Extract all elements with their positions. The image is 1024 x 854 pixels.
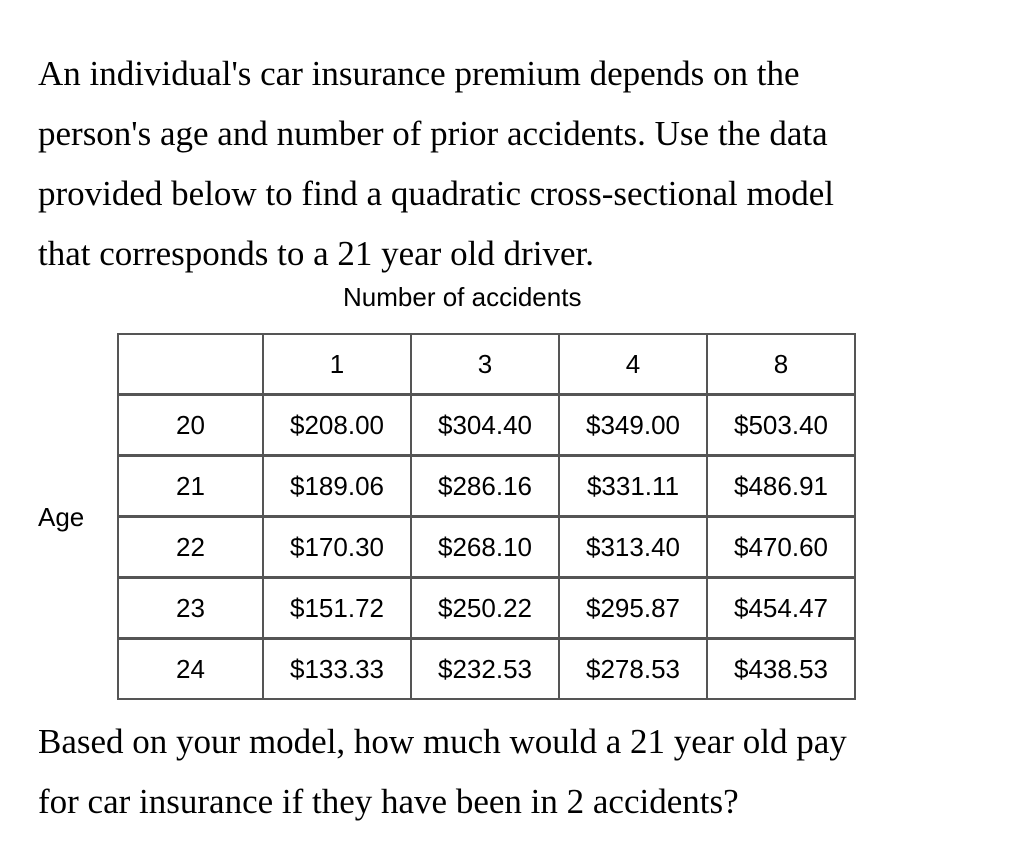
column-header: 1	[263, 334, 411, 395]
table-row	[118, 639, 855, 700]
problem-line-1: An individual's car insurance premium depends on the	[38, 54, 800, 93]
question-line-2: for car insurance if they have been in 2 accidents?	[38, 782, 739, 821]
premium-table	[117, 333, 856, 700]
problem-line-3: provided below to find a quadratic cross-sectional model	[38, 174, 835, 213]
premium-cell: $503.40	[707, 395, 855, 456]
age-cell: 22	[118, 517, 263, 578]
age-cell: 24	[118, 639, 263, 700]
problem-statement	[38, 44, 998, 284]
row-caption: Age	[38, 502, 85, 532]
premium-cell: $133.33	[263, 639, 411, 700]
age-cell: 21	[118, 456, 263, 517]
table-header-row	[118, 334, 855, 395]
premium-cell: $313.40	[559, 517, 707, 578]
premium-cell: $232.53	[411, 639, 559, 700]
question-line-1: Based on your model, how much would a 21 year old pay	[38, 722, 847, 761]
premium-cell: $438.53	[707, 639, 855, 700]
question-text	[38, 712, 998, 832]
premium-cell: $268.10	[411, 517, 559, 578]
premium-cell: $304.40	[411, 395, 559, 456]
column-caption: Number of accidents	[343, 282, 582, 312]
problem-line-2: person's age and number of prior accidents. Use the data	[38, 114, 828, 153]
premium-cell: $208.00	[263, 395, 411, 456]
column-header: 3	[411, 334, 559, 395]
premium-cell: $470.60	[707, 517, 855, 578]
premium-cell: $295.87	[559, 578, 707, 639]
table-row	[118, 395, 855, 456]
age-cell: 23	[118, 578, 263, 639]
premium-cell: $349.00	[559, 395, 707, 456]
premium-cell: $286.16	[411, 456, 559, 517]
premium-cell: $278.53	[559, 639, 707, 700]
table-row	[118, 517, 855, 578]
column-header: 8	[707, 334, 855, 395]
premium-cell: $454.47	[707, 578, 855, 639]
premium-cell: $189.06	[263, 456, 411, 517]
premium-cell: $486.91	[707, 456, 855, 517]
premium-cell: $151.72	[263, 578, 411, 639]
premium-cell: $250.22	[411, 578, 559, 639]
table-corner-cell	[118, 334, 263, 395]
premium-cell: $170.30	[263, 517, 411, 578]
table-row	[118, 578, 855, 639]
problem-line-4: that corresponds to a 21 year old driver.	[38, 234, 594, 273]
premium-cell: $331.11	[559, 456, 707, 517]
column-header: 4	[559, 334, 707, 395]
table-row	[118, 456, 855, 517]
age-cell: 20	[118, 395, 263, 456]
